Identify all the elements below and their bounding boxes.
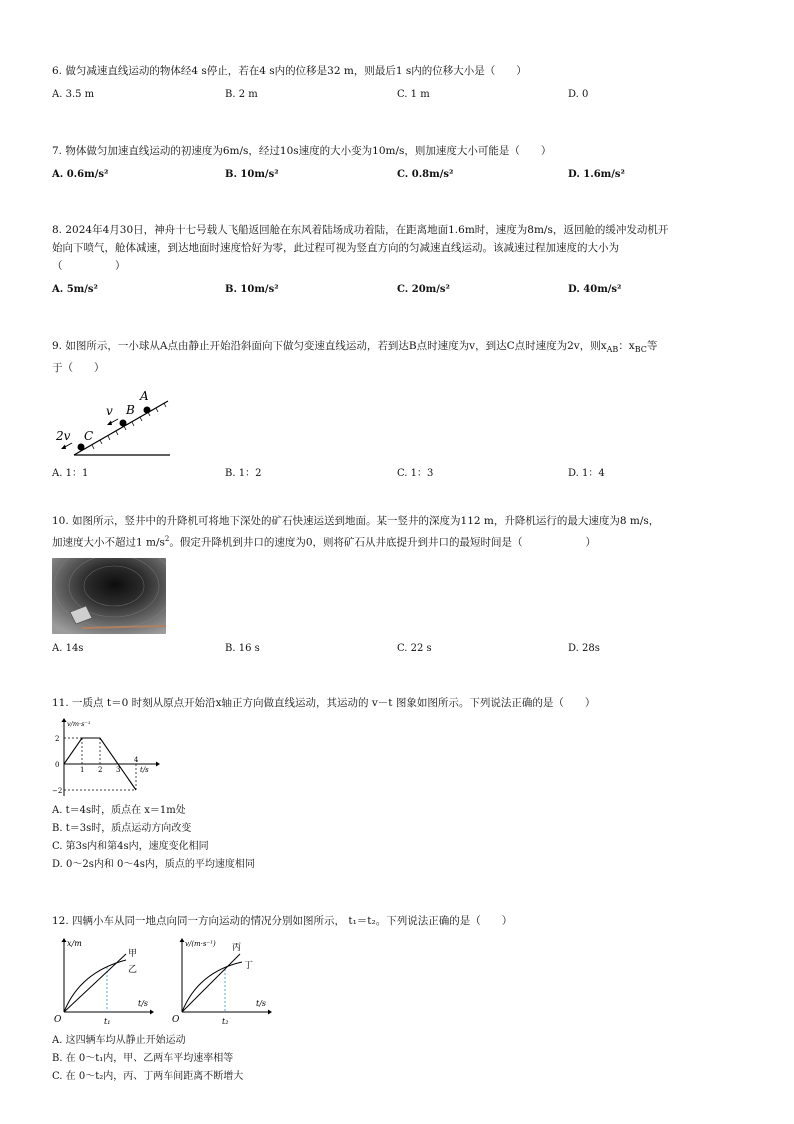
origin-label: O	[54, 1015, 62, 1025]
line-bing	[182, 954, 240, 1012]
x-axis-label: t/s	[256, 999, 267, 1008]
question-7-stem: 7. 物体做匀加速直线运动的初速度为6m/s，经过10s速度的大小变为10m/s，则加速度大小可能是（ ）	[52, 145, 552, 157]
y-tick-neg2: −2	[52, 787, 63, 795]
x-tick-1: 1	[80, 766, 85, 774]
origin-label: O	[172, 1015, 180, 1025]
question-7	[52, 142, 752, 184]
sub-ab: AB	[606, 345, 619, 355]
question-6-stem: 6. 做匀减速直线运动的物体经4 s停止，若在4 s内的位移是32 m，则最后1 s内的位移大小是（ ）	[52, 65, 527, 77]
option-a[interactable]: A. 1：1	[52, 468, 89, 480]
x-axis-arrow	[156, 762, 160, 767]
question-11-options	[52, 802, 752, 874]
option-b[interactable]: B. t＝3s时，质点运动方向改变	[52, 823, 192, 834]
sub-bc: BC	[634, 345, 647, 355]
option-c[interactable]: C. 22 s	[397, 642, 432, 654]
option-c[interactable]: C. 1：3	[397, 468, 434, 480]
question-11	[52, 694, 752, 874]
option-b[interactable]: B. 10m/s²	[225, 169, 279, 180]
option-c[interactable]: C. 1 m	[397, 89, 430, 100]
y-tick-2: 2	[55, 735, 60, 743]
option-d[interactable]: D. 28s	[568, 642, 600, 654]
label-b: B	[126, 403, 135, 418]
question-6	[52, 62, 752, 104]
question-9-stem-line-2: 于（ ）	[52, 362, 105, 375]
mine-shaft-photo	[52, 558, 166, 634]
option-c[interactable]: C. 20m/s²	[397, 284, 450, 295]
label-bing: 丙	[232, 943, 242, 953]
y-tick-0: 0	[55, 761, 60, 769]
option-a[interactable]: A. 这四辆车均从静止开始运动	[52, 1035, 186, 1046]
option-b[interactable]: B. 1：2	[225, 468, 262, 480]
x-axis-label: t/s	[140, 766, 149, 774]
x-axis-label: t/s	[138, 999, 149, 1008]
question-6-options	[52, 86, 752, 104]
question-8	[52, 221, 752, 299]
question-9-stem-end: 等	[646, 340, 658, 352]
y-axis-label: v/m·s⁻¹	[67, 720, 91, 728]
question-8-stem-line-2: 始向下喷气，舱体减速，到达地面时速度恰好为零，此过程可视为竖直方向的匀减速直线运动。该减速过程加速度的大小为	[52, 242, 619, 254]
option-b[interactable]: B. 16 s	[225, 642, 260, 654]
question-9-options	[52, 465, 752, 483]
option-c[interactable]: C. 0.8m/s²	[397, 169, 454, 180]
option-a[interactable]: A. t＝4s时，质点在 x＝1m处	[52, 805, 186, 816]
question-9	[52, 337, 752, 483]
vt-chart	[52, 716, 162, 798]
y-axis-arrow	[62, 718, 67, 722]
option-d[interactable]: D. 40m/s²	[568, 284, 622, 295]
option-b[interactable]: B. 在 0～t₁内，甲、乙两车平均速率相等	[52, 1053, 234, 1064]
label-2v: 2v	[56, 429, 71, 444]
option-a[interactable]: A. 14s	[52, 642, 84, 654]
x-tick-4: 4	[134, 756, 139, 764]
option-a[interactable]: A. 5m/s²	[52, 284, 98, 295]
option-b[interactable]: B. 10m/s²	[225, 284, 279, 295]
question-12	[52, 912, 752, 1086]
shaft-wall	[52, 558, 166, 634]
option-d[interactable]: D. 1.6m/s²	[568, 169, 625, 180]
question-10-stem-line-1: 10. 如图所示，竖井中的升降机可将地下深处的矿石快速运送到地面。某一竖井的深度为112 m，升降机运行的最大速度为8 m/s，	[52, 515, 660, 527]
label-jia: 甲	[128, 949, 138, 959]
curve-yi	[64, 960, 126, 1012]
option-d[interactable]: D. 1：4	[568, 468, 605, 480]
question-8-stem-line-3: （ ）	[52, 260, 126, 272]
t1-label: t₁	[104, 1017, 111, 1026]
option-c[interactable]: C. 在 0～t₂内，丙、丁两车间距离不断增大	[52, 1071, 244, 1082]
option-d[interactable]: D. 0～2s内和 0～4s内，质点的平均速度相同	[52, 859, 255, 870]
label-v: v	[106, 404, 113, 419]
x-axis-arrow	[150, 1010, 154, 1015]
x-tick-2: 2	[98, 766, 103, 774]
question-12-options	[52, 1032, 752, 1086]
question-10-stem-2b: 。假定升降机到井口的速度为0，则将矿石从井底提升到井口的最短时间是（ ）	[169, 536, 597, 549]
ball-b	[120, 420, 127, 427]
label-ding: 丁	[244, 961, 254, 971]
question-12-stem: 12. 四辆小车从同一地点向同一方向运动的情况分别如图所示， t₁＝t₂。下列说法正确的是（ ）	[52, 915, 513, 927]
incline-figure	[52, 383, 182, 459]
x-tick-3: 3	[116, 766, 121, 774]
label-c: C	[84, 429, 94, 444]
option-d[interactable]: D. 0	[568, 89, 589, 100]
xt-chart	[52, 936, 162, 1028]
question-7-options	[52, 166, 752, 184]
question-8-options	[52, 281, 752, 299]
arrow-2v-head	[61, 445, 66, 450]
question-9-stem-text: 9. 如图所示，一小球从A点由静止开始沿斜面向下做匀变速直线运动，若到达B点时速度为v，到达C点时速度为2v，则x	[52, 340, 607, 352]
option-a[interactable]: A. 0.6m/s²	[52, 169, 109, 180]
x-axis-arrow	[268, 1010, 272, 1015]
question-10-options	[52, 640, 752, 658]
question-10-stem-2a: 加速度大小不超过1 m/s	[52, 536, 165, 549]
question-12-figures	[52, 936, 752, 1028]
question-8-stem-line-1: 8. 2024年4月30日，神舟十七号载人飞船返回舱在东风着陆场成功着陆，在距离地面1.6m时，速度为8m/s，返回舱的缓冲发动机开	[52, 224, 669, 236]
y-axis-arrow	[180, 938, 185, 942]
option-a[interactable]: A. 3.5 m	[52, 89, 95, 100]
question-9-stem-line-1	[52, 337, 752, 359]
y-axis-label: v/(m·s⁻¹)	[185, 940, 216, 948]
incline-line	[74, 401, 168, 455]
sup-2: 2	[164, 535, 170, 543]
arrow-v-head	[107, 421, 112, 426]
label-yi: 乙	[128, 965, 138, 975]
curve-ding	[182, 962, 242, 1012]
question-10-stem-line-2	[52, 530, 752, 552]
ball-c	[78, 444, 85, 451]
ball-a	[144, 407, 151, 414]
t2-label: t₂	[222, 1017, 229, 1026]
y-axis-label: x/m	[67, 939, 82, 948]
y-axis-arrow	[62, 938, 67, 942]
vt-chart-2	[170, 936, 280, 1028]
question-11-stem: 11. 一质点 t＝0 时刻从原点开始沿x轴正方向做直线运动，其运动的 v－t 图象如图所示。下列说法正确的是（ ）	[52, 697, 596, 709]
option-b[interactable]: B. 2 m	[225, 89, 258, 100]
colon-x: ：x	[618, 340, 635, 352]
label-a: A	[140, 389, 149, 404]
question-10	[52, 512, 752, 658]
option-c[interactable]: C. 第3s内和第4s内，速度变化相同	[52, 841, 209, 852]
